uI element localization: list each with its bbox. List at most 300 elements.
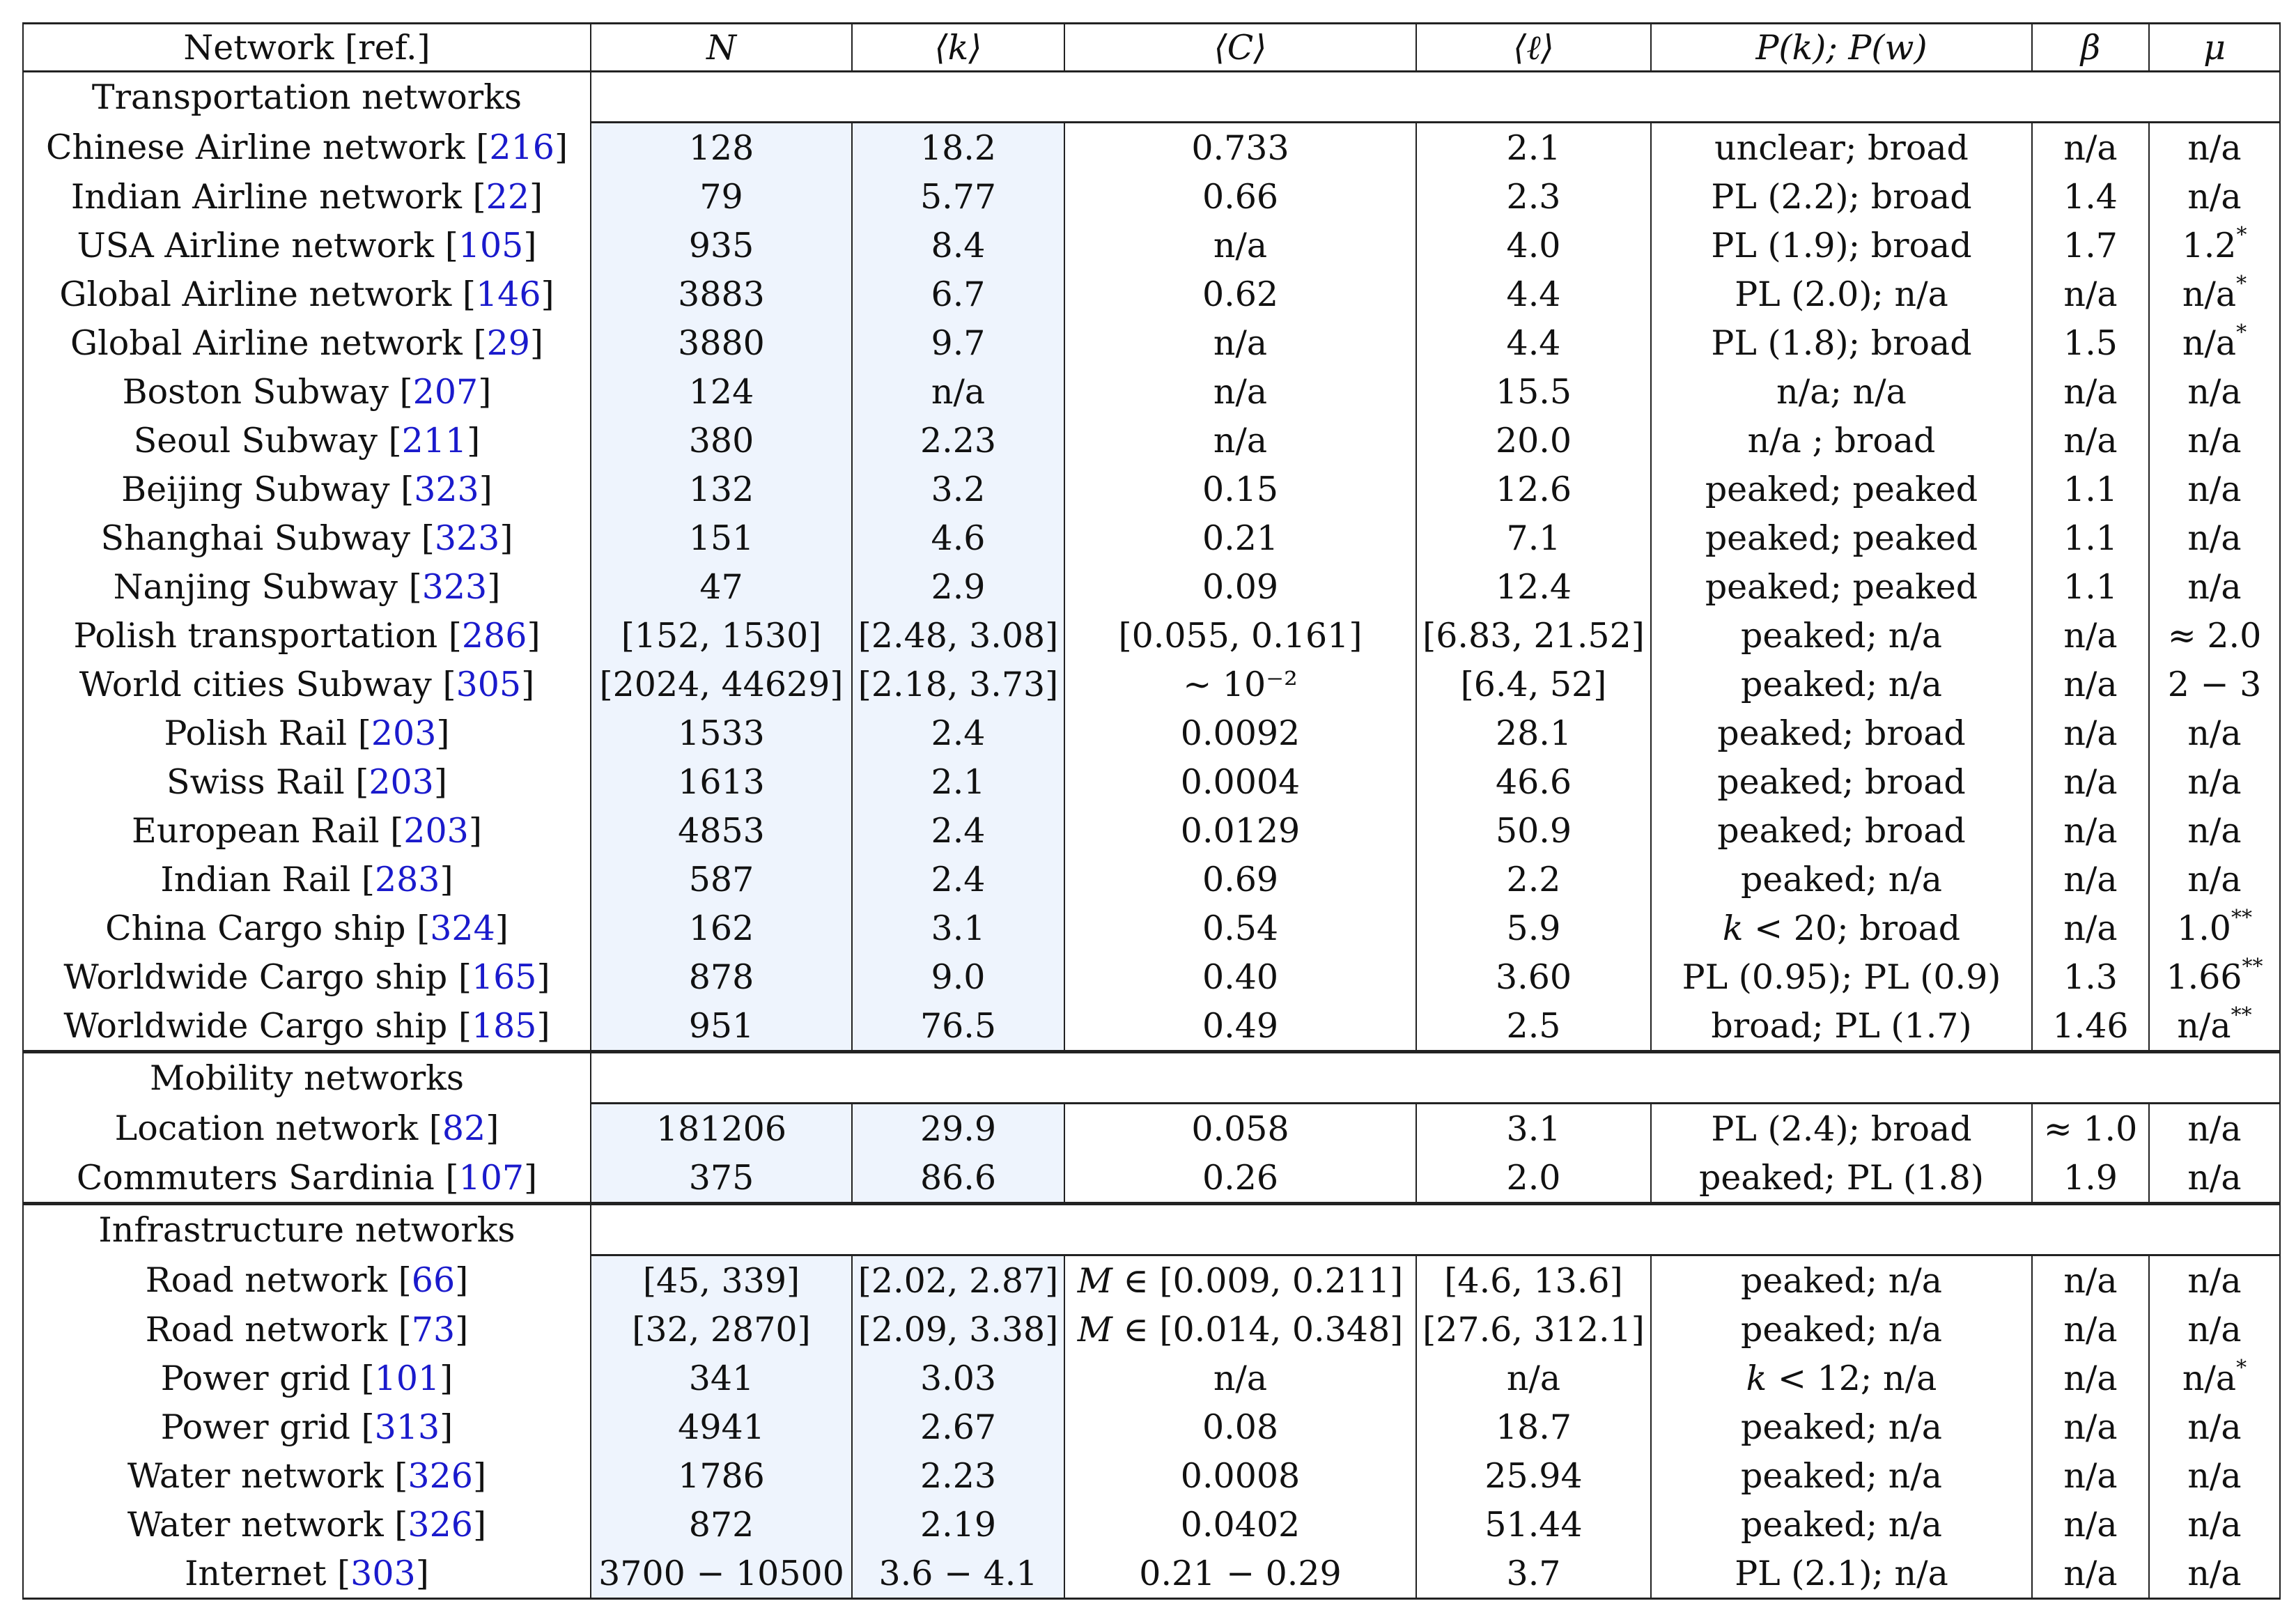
- network-name: Power grid: [160, 1407, 362, 1447]
- table-row: [23, 952, 2280, 1001]
- citation-open-bracket: [: [388, 420, 402, 461]
- cell-C: 0.0129: [1064, 806, 1416, 855]
- cell-l: 3.1: [1416, 1104, 1651, 1154]
- citation-close-bracket: ]: [524, 1157, 538, 1198]
- cell-l: 2.1: [1416, 123, 1651, 173]
- network-name: Shanghai Subway: [100, 518, 421, 558]
- citation-open-bracket: [: [398, 1309, 412, 1350]
- cell-N: 878: [591, 952, 852, 1001]
- network-cell: [23, 952, 591, 1001]
- cell-k: 5.77: [852, 172, 1064, 221]
- cell-N: 3700 − 10500: [591, 1549, 852, 1599]
- network-cell: [23, 1549, 591, 1599]
- network-name: Chinese Airline network: [45, 127, 476, 167]
- cell-l: 3.7: [1416, 1549, 1651, 1599]
- cell-C: n/a: [1064, 318, 1416, 367]
- cell-C: M ∈ [0.009, 0.211]: [1064, 1255, 1416, 1306]
- table-body: [23, 72, 2280, 1599]
- cell-k: 9.7: [852, 318, 1064, 367]
- citation-close-bracket: ]: [536, 1005, 550, 1046]
- cell-pk: peaked; n/a: [1651, 1451, 2032, 1500]
- footnote-marker: *: [2236, 271, 2247, 296]
- cell-k: 76.5: [852, 1001, 1064, 1052]
- network-name: USA Airline network: [77, 225, 445, 265]
- citation-link[interactable]: 203: [371, 713, 437, 753]
- citation-open-bracket: [: [394, 1455, 408, 1496]
- col-header-beta: β: [2032, 24, 2149, 72]
- cell-beta: n/a: [2032, 1500, 2149, 1549]
- citation-link[interactable]: 303: [350, 1553, 416, 1593]
- cell-l: [6.83, 21.52]: [1416, 611, 1651, 660]
- cell-k: 2.4: [852, 855, 1064, 904]
- cell-C: 0.058: [1064, 1104, 1416, 1154]
- cell-C: 0.0008: [1064, 1451, 1416, 1500]
- citation-link[interactable]: 211: [401, 420, 467, 461]
- citation-close-bracket: ]: [487, 566, 501, 607]
- table-row: [23, 1402, 2280, 1451]
- cell-pk: PL (1.8); broad: [1651, 318, 2032, 367]
- table-row: [23, 611, 2280, 660]
- cell-pk: broad; PL (1.7): [1651, 1001, 2032, 1052]
- cell-N: 1533: [591, 709, 852, 757]
- table-row: [23, 416, 2280, 465]
- cell-mu: n/a: [2149, 806, 2280, 855]
- cell-beta: 1.1: [2032, 513, 2149, 562]
- citation-close-bracket: ]: [440, 859, 453, 899]
- network-cell: [23, 757, 591, 806]
- network-cell: [23, 1451, 591, 1500]
- cell-N: 151: [591, 513, 852, 562]
- cell-pk: k < 20; broad: [1651, 904, 2032, 952]
- cell-C: 0.69: [1064, 855, 1416, 904]
- citation-link[interactable]: 66: [411, 1260, 456, 1300]
- cell-beta: n/a: [2032, 1451, 2149, 1500]
- network-statistics-table: [22, 22, 2281, 1600]
- citation-link[interactable]: 323: [421, 566, 488, 607]
- cell-mu: n/a: [2149, 513, 2280, 562]
- citation-link[interactable]: 203: [403, 810, 469, 851]
- cell-mu: n/a: [2149, 1402, 2280, 1451]
- network-statistics-table-container: [22, 22, 2281, 1600]
- citation-link[interactable]: 73: [411, 1309, 456, 1350]
- cell-pk: peaked; peaked: [1651, 513, 2032, 562]
- citation-link[interactable]: 165: [471, 957, 537, 997]
- cell-k: 2.9: [852, 562, 1064, 611]
- modularity-symbol: M: [1077, 1260, 1112, 1301]
- network-name: Indian Rail: [160, 859, 362, 899]
- cell-mu: 1.66**: [2149, 952, 2280, 1001]
- citation-link[interactable]: 326: [408, 1455, 473, 1496]
- cell-l: 12.6: [1416, 465, 1651, 513]
- cell-beta: n/a: [2032, 367, 2149, 416]
- network-name: European Rail: [132, 810, 391, 851]
- cell-pk: PL (1.9); broad: [1651, 221, 2032, 270]
- table-row: [23, 1104, 2280, 1154]
- network-cell: [23, 709, 591, 757]
- cell-l: [27.6, 312.1]: [1416, 1305, 1651, 1354]
- network-name: Power grid: [160, 1358, 362, 1398]
- cell-beta: 1.1: [2032, 465, 2149, 513]
- col-header-pk: P(k); P(w): [1651, 24, 2032, 72]
- cell-C: n/a: [1064, 1354, 1416, 1402]
- cell-mu: n/a**: [2149, 1001, 2280, 1052]
- cell-mu: n/a: [2149, 1305, 2280, 1354]
- citation-open-bracket: [: [357, 713, 371, 753]
- network-name: Water network: [127, 1504, 395, 1545]
- citation-close-bracket: ]: [433, 762, 447, 802]
- col-header-N: N: [591, 24, 852, 72]
- cell-beta: n/a: [2032, 1549, 2149, 1599]
- cell-N: [45, 339]: [591, 1255, 852, 1306]
- network-cell: [23, 1255, 591, 1306]
- table-row: [23, 270, 2280, 318]
- network-cell: [23, 172, 591, 221]
- cell-beta: n/a: [2032, 904, 2149, 952]
- cell-C: 0.21 − 0.29: [1064, 1549, 1416, 1599]
- cell-pk: peaked; n/a: [1651, 1500, 2032, 1549]
- network-name: Internet: [185, 1553, 338, 1593]
- cell-N: [152, 1530]: [591, 611, 852, 660]
- table-row: [23, 1549, 2280, 1599]
- cell-mu: n/a: [2149, 465, 2280, 513]
- section-header-row: [23, 1052, 2280, 1104]
- footnote-marker: *: [2236, 320, 2247, 345]
- cell-l: 15.5: [1416, 367, 1651, 416]
- cell-l: 28.1: [1416, 709, 1651, 757]
- cell-N: 4853: [591, 806, 852, 855]
- cell-beta: n/a: [2032, 709, 2149, 757]
- cell-C: 0.733: [1064, 123, 1416, 173]
- cell-mu: n/a: [2149, 416, 2280, 465]
- network-name: World cities Subway: [79, 664, 443, 704]
- cell-N: 341: [591, 1354, 852, 1402]
- cell-beta: n/a: [2032, 1305, 2149, 1354]
- citation-open-bracket: [: [421, 518, 435, 558]
- cell-l: 4.0: [1416, 221, 1651, 270]
- table-row: [23, 123, 2280, 173]
- col-header-l: ⟨ℓ⟩: [1416, 24, 1651, 72]
- cell-pk: peaked; n/a: [1651, 855, 2032, 904]
- cell-beta: 1.5: [2032, 318, 2149, 367]
- degree-symbol: k: [1722, 908, 1744, 948]
- table-row: [23, 1255, 2280, 1306]
- citation-open-bracket: [: [462, 274, 476, 314]
- citation-close-bracket: ]: [521, 664, 535, 704]
- cell-C: M ∈ [0.014, 0.348]: [1064, 1305, 1416, 1354]
- citation-open-bracket: [: [442, 664, 456, 704]
- cell-C: 0.54: [1064, 904, 1416, 952]
- cell-C: 0.0004: [1064, 757, 1416, 806]
- table-row: [23, 709, 2280, 757]
- cell-l: 46.6: [1416, 757, 1651, 806]
- citation-link[interactable]: 313: [374, 1407, 440, 1447]
- cell-beta: 1.4: [2032, 172, 2149, 221]
- cell-l: n/a: [1416, 1354, 1651, 1402]
- citation-open-bracket: [: [408, 566, 422, 607]
- cell-l: 7.1: [1416, 513, 1651, 562]
- network-name: Beijing Subway: [121, 469, 401, 509]
- table-row: [23, 757, 2280, 806]
- cell-pk: n/a ; broad: [1651, 416, 2032, 465]
- citation-open-bracket: [: [399, 371, 413, 412]
- citation-open-bracket: [: [361, 1407, 375, 1447]
- cell-pk: peaked; peaked: [1651, 465, 2032, 513]
- citation-link[interactable]: 22: [486, 176, 529, 217]
- network-cell: [23, 367, 591, 416]
- citation-link[interactable]: 82: [442, 1108, 486, 1148]
- col-header-mu: μ: [2149, 24, 2280, 72]
- cell-mu: n/a: [2149, 855, 2280, 904]
- cell-N: 132: [591, 465, 852, 513]
- cell-mu: n/a: [2149, 1500, 2280, 1549]
- col-header-k: ⟨k⟩: [852, 24, 1064, 72]
- table-row: [23, 172, 2280, 221]
- cell-k: 2.19: [852, 1500, 1064, 1549]
- cell-l: 25.94: [1416, 1451, 1651, 1500]
- citation-open-bracket: [: [448, 615, 462, 656]
- cell-N: 1786: [591, 1451, 852, 1500]
- section-header-filler: [591, 72, 2280, 123]
- cell-mu: n/a: [2149, 123, 2280, 173]
- citation-link[interactable]: 305: [456, 664, 522, 704]
- cell-mu: n/a: [2149, 1255, 2280, 1306]
- cell-C: 0.0092: [1064, 709, 1416, 757]
- col-header-network: Network [ref.]: [23, 24, 591, 72]
- cell-pk: peaked; broad: [1651, 709, 2032, 757]
- cell-N: 380: [591, 416, 852, 465]
- network-cell: [23, 221, 591, 270]
- citation-link[interactable]: 105: [458, 225, 524, 265]
- cell-beta: n/a: [2032, 416, 2149, 465]
- section-title: Infrastructure networks: [23, 1204, 591, 1255]
- cell-pk: unclear; broad: [1651, 123, 2032, 173]
- cell-mu: n/a: [2149, 1549, 2280, 1599]
- cell-pk: peaked; n/a: [1651, 1305, 2032, 1354]
- cell-N: [32, 2870]: [591, 1305, 852, 1354]
- cell-mu: n/a: [2149, 367, 2280, 416]
- citation-open-bracket: [: [444, 225, 458, 265]
- cell-N: 3883: [591, 270, 852, 318]
- cell-beta: n/a: [2032, 855, 2149, 904]
- citation-link[interactable]: 324: [430, 908, 495, 948]
- citation-link[interactable]: 323: [414, 469, 479, 509]
- network-name: China Cargo ship: [105, 908, 417, 948]
- table-row: [23, 1354, 2280, 1402]
- footnote-marker: *: [2236, 1355, 2247, 1380]
- citation-close-bracket: ]: [415, 1553, 429, 1593]
- footnote-marker: *: [2236, 222, 2247, 247]
- cell-pk: PL (2.1); n/a: [1651, 1549, 2032, 1599]
- citation-close-bracket: ]: [455, 1309, 469, 1350]
- cell-beta: n/a: [2032, 1354, 2149, 1402]
- cell-pk: peaked; n/a: [1651, 1255, 2032, 1306]
- network-name: Swiss Rail: [166, 762, 356, 802]
- network-name: Seoul Subway: [133, 420, 389, 461]
- cell-l: 2.5: [1416, 1001, 1651, 1052]
- cell-pk: peaked; n/a: [1651, 1402, 2032, 1451]
- cell-N: [2024, 44629]: [591, 660, 852, 709]
- cell-C: n/a: [1064, 367, 1416, 416]
- table-row: [23, 513, 2280, 562]
- table-row: [23, 855, 2280, 904]
- citation-link[interactable]: 286: [461, 615, 527, 656]
- table-row: [23, 1153, 2280, 1204]
- citation-link[interactable]: 107: [458, 1157, 525, 1198]
- citation-link[interactable]: 146: [475, 274, 541, 314]
- footnote-marker: **: [2231, 905, 2252, 930]
- cell-C: 0.40: [1064, 952, 1416, 1001]
- cell-k: 2.4: [852, 709, 1064, 757]
- citation-close-bracket: ]: [468, 810, 482, 851]
- citation-close-bracket: ]: [467, 420, 481, 461]
- cell-l: [4.6, 13.6]: [1416, 1255, 1651, 1306]
- cell-mu: 1.2*: [2149, 221, 2280, 270]
- network-cell: [23, 270, 591, 318]
- cell-C: 0.0402: [1064, 1500, 1416, 1549]
- cell-k: 2.23: [852, 416, 1064, 465]
- citation-open-bracket: [: [458, 957, 472, 997]
- cell-N: 181206: [591, 1104, 852, 1154]
- cell-C: n/a: [1064, 416, 1416, 465]
- cell-beta: 1.3: [2032, 952, 2149, 1001]
- cell-mu: n/a: [2149, 1451, 2280, 1500]
- cell-mu: n/a: [2149, 709, 2280, 757]
- cell-mu: n/a*: [2149, 318, 2280, 367]
- cell-pk: peaked; PL (1.8): [1651, 1153, 2032, 1204]
- cell-k: [2.48, 3.08]: [852, 611, 1064, 660]
- network-cell: [23, 1402, 591, 1451]
- cell-k: 9.0: [852, 952, 1064, 1001]
- cell-k: 2.4: [852, 806, 1064, 855]
- network-cell: [23, 660, 591, 709]
- cell-C: 0.66: [1064, 172, 1416, 221]
- citation-open-bracket: [: [361, 859, 375, 899]
- network-cell: [23, 1354, 591, 1402]
- cell-C: 0.09: [1064, 562, 1416, 611]
- table-row: [23, 367, 2280, 416]
- citation-close-bracket: ]: [479, 469, 492, 509]
- citation-open-bracket: [: [398, 1260, 412, 1300]
- citation-link[interactable]: 207: [412, 371, 479, 412]
- cell-beta: n/a: [2032, 123, 2149, 173]
- cell-pk: PL (2.0); n/a: [1651, 270, 2032, 318]
- citation-close-bracket: ]: [529, 323, 544, 363]
- network-cell: [23, 513, 591, 562]
- cell-N: 162: [591, 904, 852, 952]
- network-name: Location network: [114, 1108, 429, 1148]
- network-cell: [23, 465, 591, 513]
- cell-k: 2.23: [852, 1451, 1064, 1500]
- citation-open-bracket: [: [394, 1504, 408, 1545]
- table-row: [23, 1500, 2280, 1549]
- table-row: [23, 904, 2280, 952]
- cell-k: [2.02, 2.87]: [852, 1255, 1064, 1306]
- citation-close-bracket: ]: [472, 1504, 487, 1545]
- cell-k: 2.1: [852, 757, 1064, 806]
- network-name: Boston Subway: [122, 371, 400, 412]
- cell-C: n/a: [1064, 221, 1416, 270]
- section-title: Transportation networks: [23, 72, 591, 123]
- network-name: Road network: [145, 1260, 398, 1300]
- section-header-filler: [591, 1204, 2280, 1255]
- cell-mu: n/a*: [2149, 270, 2280, 318]
- cell-pk: peaked; n/a: [1651, 611, 2032, 660]
- cell-pk: PL (2.2); broad: [1651, 172, 2032, 221]
- cell-pk: peaked; broad: [1651, 806, 2032, 855]
- cell-l: 50.9: [1416, 806, 1651, 855]
- citation-link[interactable]: 185: [471, 1005, 537, 1046]
- citation-link[interactable]: 29: [486, 323, 530, 363]
- cell-C: 0.21: [1064, 513, 1416, 562]
- cell-k: 29.9: [852, 1104, 1064, 1154]
- network-cell: [23, 123, 591, 173]
- cell-mu: n/a*: [2149, 1354, 2280, 1402]
- cell-l: 2.2: [1416, 855, 1651, 904]
- cell-l: 3.60: [1416, 952, 1651, 1001]
- citation-close-bracket: ]: [529, 176, 543, 217]
- table-row: [23, 465, 2280, 513]
- citation-close-bracket: ]: [440, 1358, 453, 1398]
- citation-close-bracket: ]: [455, 1260, 469, 1300]
- cell-k: 3.03: [852, 1354, 1064, 1402]
- citation-close-bracket: ]: [436, 713, 450, 753]
- cell-C: ∼ 10⁻²: [1064, 660, 1416, 709]
- network-name: Indian Airline network: [70, 176, 473, 217]
- cell-C: 0.26: [1064, 1153, 1416, 1204]
- footnote-marker: **: [2242, 954, 2263, 979]
- table-row: [23, 660, 2280, 709]
- cell-N: 1613: [591, 757, 852, 806]
- cell-k: 4.6: [852, 513, 1064, 562]
- cell-N: 124: [591, 367, 852, 416]
- citation-link[interactable]: 216: [489, 127, 554, 167]
- citation-close-bracket: ]: [486, 1108, 499, 1148]
- cell-beta: 1.7: [2032, 221, 2149, 270]
- citation-close-bracket: ]: [527, 615, 541, 656]
- network-cell: [23, 855, 591, 904]
- network-name: Global Airline network: [70, 323, 474, 363]
- cell-mu: n/a: [2149, 172, 2280, 221]
- citation-open-bracket: [: [337, 1553, 351, 1593]
- citation-close-bracket: ]: [472, 1455, 487, 1496]
- cell-N: 3880: [591, 318, 852, 367]
- network-cell: [23, 1001, 591, 1052]
- citation-link[interactable]: 326: [408, 1504, 473, 1545]
- cell-beta: 1.9: [2032, 1153, 2149, 1204]
- cell-mu: n/a: [2149, 1153, 2280, 1204]
- cell-mu: 1.0**: [2149, 904, 2280, 952]
- cell-k: 2.67: [852, 1402, 1064, 1451]
- cell-l: 2.0: [1416, 1153, 1651, 1204]
- citation-close-bracket: ]: [523, 225, 537, 265]
- citation-open-bracket: [: [445, 1157, 459, 1198]
- network-cell: [23, 806, 591, 855]
- footnote-marker: **: [2231, 1003, 2252, 1028]
- cell-k: 3.6 − 4.1: [852, 1549, 1064, 1599]
- network-cell: [23, 1305, 591, 1354]
- citation-link[interactable]: 283: [374, 859, 440, 899]
- citation-link[interactable]: 203: [369, 762, 434, 802]
- citation-link[interactable]: 323: [434, 518, 500, 558]
- degree-symbol: k: [1746, 1358, 1767, 1398]
- section-header-row: [23, 1204, 2280, 1255]
- table-row: [23, 318, 2280, 367]
- cell-k: 18.2: [852, 123, 1064, 173]
- citation-link[interactable]: 101: [374, 1358, 440, 1398]
- cell-C: 0.08: [1064, 1402, 1416, 1451]
- citation-open-bracket: [: [473, 323, 487, 363]
- cell-N: 872: [591, 1500, 852, 1549]
